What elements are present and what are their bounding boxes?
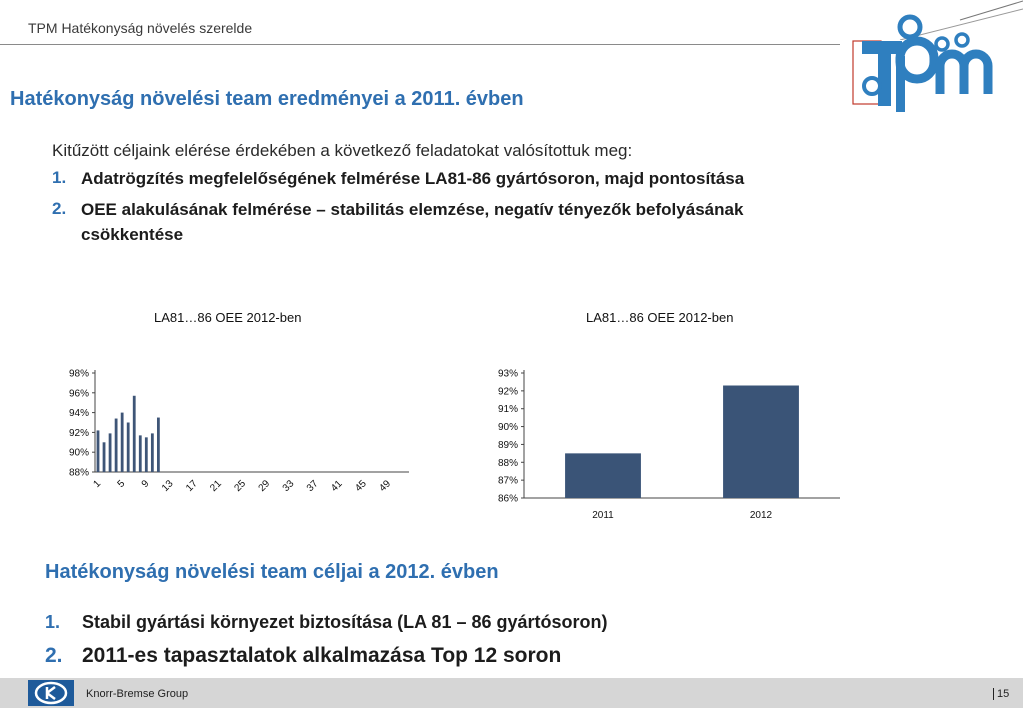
chart-2-y-tick-label: 92% [497,386,518,398]
chart-2-y-tick-label: 89% [497,439,518,451]
section-2-title: Hatékonyság növelési team céljai a 2012. évben [45,561,499,583]
goal-2-number: 2. [45,644,63,667]
chart-1-x-tick-label: 45 [353,478,369,494]
chart-1-bar [109,433,112,472]
chart-1-x-tick-label: 17 [184,478,200,494]
chart-1-y-tick-label: 90% [68,447,89,459]
task-1-number: 1. [52,168,67,187]
chart-1-x-tick-label: 49 [377,478,394,494]
task-2-text-line2: csökkentése [81,225,184,244]
chart-2-y-tick-label: 88% [497,457,518,469]
chart-1-y-tick-label: 88% [68,467,89,479]
chart-2-bar [723,386,799,499]
chart-1-x-tick-label: 5 [115,478,128,491]
chart-2-y-tick-label: 86% [497,493,518,505]
intro-text: Kitűzött céljaink elérése érdekében a következő feladatokat valósítottuk meg: [52,141,633,160]
chart-2-x-tick-label: 2012 [749,510,773,521]
chart-1-bar [127,423,130,473]
task-2-text-line1: OEE alakulásának felmérése – stabilitás elemzése, negatív tényezők befolyásának [81,200,744,219]
chart-1-bar [121,413,124,472]
chart-2-x-tick-label: 2011 [592,510,614,521]
chart-1-x-tick-label: 37 [304,478,321,494]
page-number: 15 [993,688,1009,700]
chart-2-y-tick-label: 93% [497,368,518,380]
chart-1-y-tick-label: 96% [68,388,89,400]
header-divider [0,44,840,45]
slide-title: Hatékonyság növelési team eredményei a 2011. évben [10,88,524,110]
chart-1-x-tick-label: 21 [208,478,224,494]
chart-1-x-tick-label: 1 [91,478,104,491]
chart-1-bar [139,435,142,472]
goal-2-text: 2011-es tapasztalatok alkalmazása Top 12 soron [82,644,562,667]
chart-1-bar [133,396,136,472]
chart-1-y-tick-label: 94% [68,408,89,420]
chart-1-bar [97,430,100,472]
header-title: TPM Hatékonyság növelés szerelde [28,20,253,36]
goal-1-number: 1. [45,612,61,632]
chart-2-y-tick-label: 87% [497,475,518,487]
chart-1-y-tick-label: 98% [68,368,89,380]
chart-1-x-tick-label: 41 [329,478,345,494]
chart-1-bar [151,433,154,472]
chart-2-yearly-oee [480,360,860,525]
chart-2-title: LA81…86 OEE 2012-ben [586,310,734,325]
chart-2-y-tick-label: 90% [497,422,518,434]
chart-1-bar [145,437,148,472]
knorr-bremse-logo-icon [28,680,74,706]
task-1-text: Adatrögzítés megfelelőségének felmérése LA81-86 gyártósoron, majd pontosítása [81,169,745,188]
chart-1-x-tick-label: 25 [232,478,249,494]
chart-2-y-tick-label: 91% [497,404,518,416]
chart-1-bar [115,419,118,472]
chart-1-weekly-oee [40,360,420,510]
footer-company: Knorr-Bremse Group [86,688,189,700]
chart-1-x-tick-label: 33 [280,478,297,494]
chart-2-bar [565,453,641,498]
task-2-number: 2. [52,199,67,218]
tpm-logo [852,14,997,116]
chart-1-x-tick-label: 29 [256,478,273,494]
chart-1-x-tick-label: 9 [139,478,152,491]
chart-1-x-tick-label: 13 [159,478,176,494]
chart-1-y-tick-label: 92% [68,427,89,439]
chart-1-title: LA81…86 OEE 2012-ben [154,310,302,325]
chart-1-bar [103,442,106,472]
chart-1-bar [157,418,160,472]
goal-1-text: Stabil gyártási környezet biztosítása (LA 81 – 86 gyártósoron) [82,612,608,632]
